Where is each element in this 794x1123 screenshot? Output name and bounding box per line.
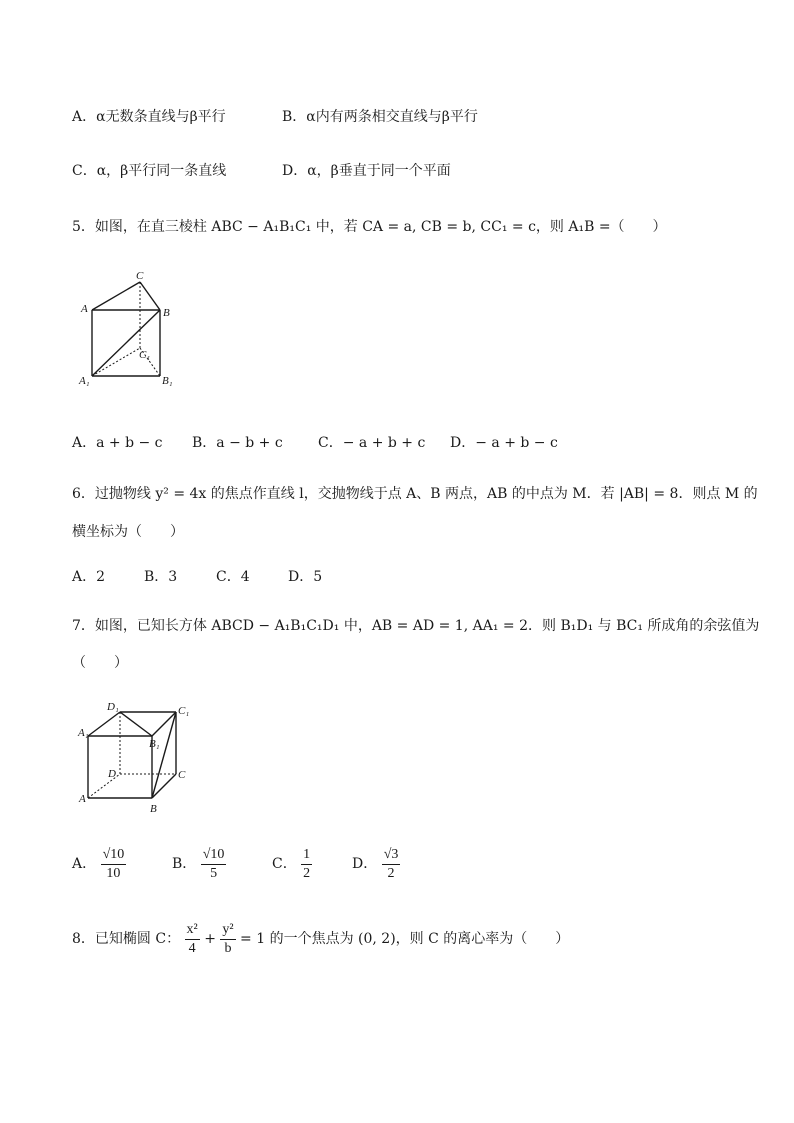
label-C1: C₁ bbox=[178, 705, 190, 717]
q8-fraction-y bbox=[220, 921, 235, 958]
fraction-numerator: √10 bbox=[101, 846, 127, 865]
q7-option-b-fraction bbox=[201, 846, 227, 883]
q6-option-c: C．4 bbox=[216, 569, 250, 585]
fraction-denominator: 2 bbox=[303, 865, 311, 881]
q4-option-d: D．α，β垂直于同一个平面 bbox=[282, 163, 451, 179]
fraction-denominator: b bbox=[224, 940, 232, 956]
edge-A1D1 bbox=[88, 712, 120, 736]
q5-option-c: C．− a + b + c bbox=[318, 435, 426, 451]
label-D: D bbox=[108, 768, 116, 780]
q6-option-b: B．3 bbox=[144, 569, 178, 585]
q7-option-a-fraction bbox=[101, 846, 127, 883]
q7-option-a-label: A． bbox=[72, 856, 97, 872]
q7-option-d bbox=[352, 843, 400, 885]
q4-option-b: B．α内有两条相交直线与β平行 bbox=[282, 109, 478, 125]
q5-option-b: B．a − b + c bbox=[192, 435, 283, 451]
q5-option-a: A．a + b − c bbox=[72, 435, 163, 451]
fraction-numerator: y² bbox=[220, 921, 235, 940]
q6-stem-line1: 6．过抛物线 y² = 4x 的焦点作直线 l，交抛物线于点 A、B 两点，AB 的中点为 M．若 |AB| = 8．则点 M 的 bbox=[72, 486, 758, 502]
q8-stem bbox=[72, 918, 569, 960]
q6-option-a: A．2 bbox=[72, 569, 106, 585]
q7-option-c bbox=[272, 843, 312, 885]
label-A: A bbox=[79, 793, 86, 805]
q4-option-a: A．α无数条直线与β平行 bbox=[72, 109, 226, 125]
label-A: A bbox=[81, 303, 88, 315]
q6-option-d: D．5 bbox=[288, 569, 323, 585]
prism-diagram bbox=[76, 270, 186, 390]
label-A1: A₁ bbox=[78, 727, 89, 739]
label-B: B bbox=[163, 307, 170, 319]
q7-option-d-fraction bbox=[382, 846, 401, 883]
cuboid-diagram bbox=[76, 694, 206, 818]
label-B1: B₁ bbox=[162, 375, 173, 387]
q8-prefix: 8．已知椭圆 C： bbox=[72, 931, 181, 947]
q7-stem-line1: 7．如图，已知长方体 ABCD − A₁B₁C₁D₁ 中，AB = AD = 1, AA₁ = 2．则 B₁D₁ 与 BC₁ 所成角的余弦值为 bbox=[72, 618, 760, 634]
fraction-denominator: 2 bbox=[387, 865, 395, 881]
q4-option-c: C．α，β平行同一条直线 bbox=[72, 163, 227, 179]
q7-option-d-label: D． bbox=[352, 856, 378, 872]
label-A1: A₁ bbox=[79, 375, 90, 387]
label-C1: C₁ bbox=[139, 349, 151, 361]
label-C: C bbox=[136, 270, 144, 282]
edge-CB bbox=[140, 282, 160, 310]
diagonal-D1B1 bbox=[120, 712, 152, 736]
q8-fraction-x bbox=[185, 921, 200, 958]
q8-plus: + bbox=[204, 931, 216, 947]
q7-option-a bbox=[72, 843, 126, 885]
fraction-numerator: √10 bbox=[201, 846, 227, 865]
q5-stem: 5．如图，在直三棱柱 ABC − A₁B₁C₁ 中，若 CA = a, CB = b, CC₁ = c，则 A₁B =（ ） bbox=[72, 219, 667, 235]
q7-option-c-label: C． bbox=[272, 856, 297, 872]
q7-cuboid-figure bbox=[76, 694, 206, 822]
edge-AC bbox=[92, 282, 140, 310]
q7-option-b-label: B． bbox=[172, 856, 197, 872]
fraction-denominator: 5 bbox=[210, 865, 218, 881]
diagonal-A1B bbox=[92, 310, 160, 376]
fraction-denominator: 10 bbox=[106, 865, 121, 881]
q5-option-d: D．− a + b − c bbox=[450, 435, 558, 451]
q7-stem-line2: （ ） bbox=[72, 655, 128, 671]
fraction-numerator: 1 bbox=[301, 846, 312, 865]
q5-prism-figure bbox=[76, 270, 186, 394]
fraction-denominator: 4 bbox=[188, 940, 196, 956]
q8-suffix: = 1 的一个焦点为 (0, 2)，则 C 的离心率为（ ） bbox=[240, 931, 570, 947]
fraction-numerator: x² bbox=[185, 921, 200, 940]
label-B1: B₁ bbox=[149, 738, 160, 750]
label-C: C bbox=[178, 769, 186, 781]
q7-option-b bbox=[172, 843, 226, 885]
q6-stem-line2: 横坐标为（ ） bbox=[72, 524, 184, 540]
label-D1: D₁ bbox=[107, 701, 119, 713]
fraction-numerator: √3 bbox=[382, 846, 401, 865]
label-B: B bbox=[150, 803, 157, 815]
q7-option-c-fraction bbox=[301, 846, 312, 883]
